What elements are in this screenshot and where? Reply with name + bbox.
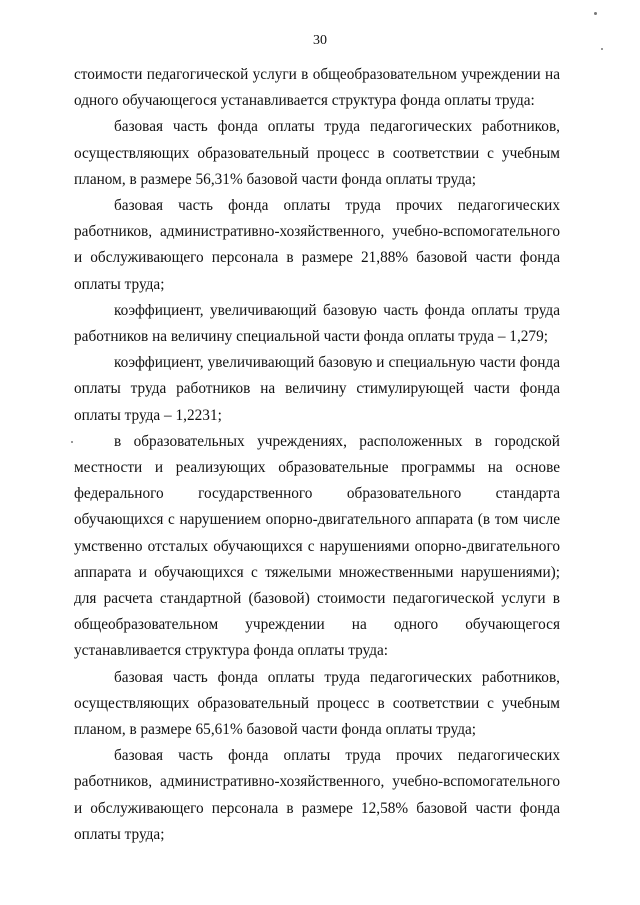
- paragraph-6: в образовательных учреждениях, расположенных в городской местности и реализующих образовательные программы на основе федерального государственного образовательного стандарта обучающихся с нарушением опорно-двигательного аппарата (в том числе умственно отсталых обучающихся с нарушениями опорно-двигательного аппарата и обучающихся с тяжелыми множественными нарушениями); для расчета стандартной (базовой) стоимости педагогической услуги в общеобразовательном учреждении на одного обучающегося устанавливается структура фонда оплаты труда:: [74, 432, 560, 660]
- paragraph-5: коэффициент, увеличивающий базовую и специальную части фонда оплаты труда работников на величину стимулирующей части фонда оплаты труда – 1,2231;: [74, 354, 560, 424]
- scan-speck: [71, 441, 73, 443]
- paragraph-2: базовая часть фонда оплаты труда педагогических работников, осуществляющих образовательный процесс в соответствии с учебным планом, в размере 56,31% базовой части фонда оплаты труда;: [74, 118, 560, 188]
- scan-speck: [594, 12, 597, 15]
- paragraph-4: коэффициент, увеличивающий базовую часть фонда оплаты труда работников на величину специальной части фонда оплаты труда – 1,279;: [74, 301, 560, 346]
- paragraph-7: базовая часть фонда оплаты труда педагогических работников, осуществляющих образовательный процесс в соответствии с учебным планом, в размере 65,61% базовой части фонда оплаты труда;: [74, 668, 560, 739]
- document-body: [74, 62, 560, 848]
- scan-speck: [601, 48, 603, 50]
- paragraph-8: базовая часть фонда оплаты труда прочих педагогических работников, административно-хозяйственного, учебно-вспомогательного и обслуживающего персонала в размере 12,58% базовой части фонда оплаты труда;: [74, 747, 560, 843]
- paragraph-1: стоимости педагогической услуги в общеобразовательном учреждении на одного обучающегося устанавливается структура фонда оплаты труда:: [74, 66, 560, 110]
- page-number: 30: [313, 33, 327, 48]
- paragraph-3: базовая часть фонда оплаты труда прочих педагогических работников, административно-хозяйственного, учебно-вспомогательного и обслуживающего персонала в размере 21,88% базовой части фонда оплаты труда;: [74, 197, 560, 293]
